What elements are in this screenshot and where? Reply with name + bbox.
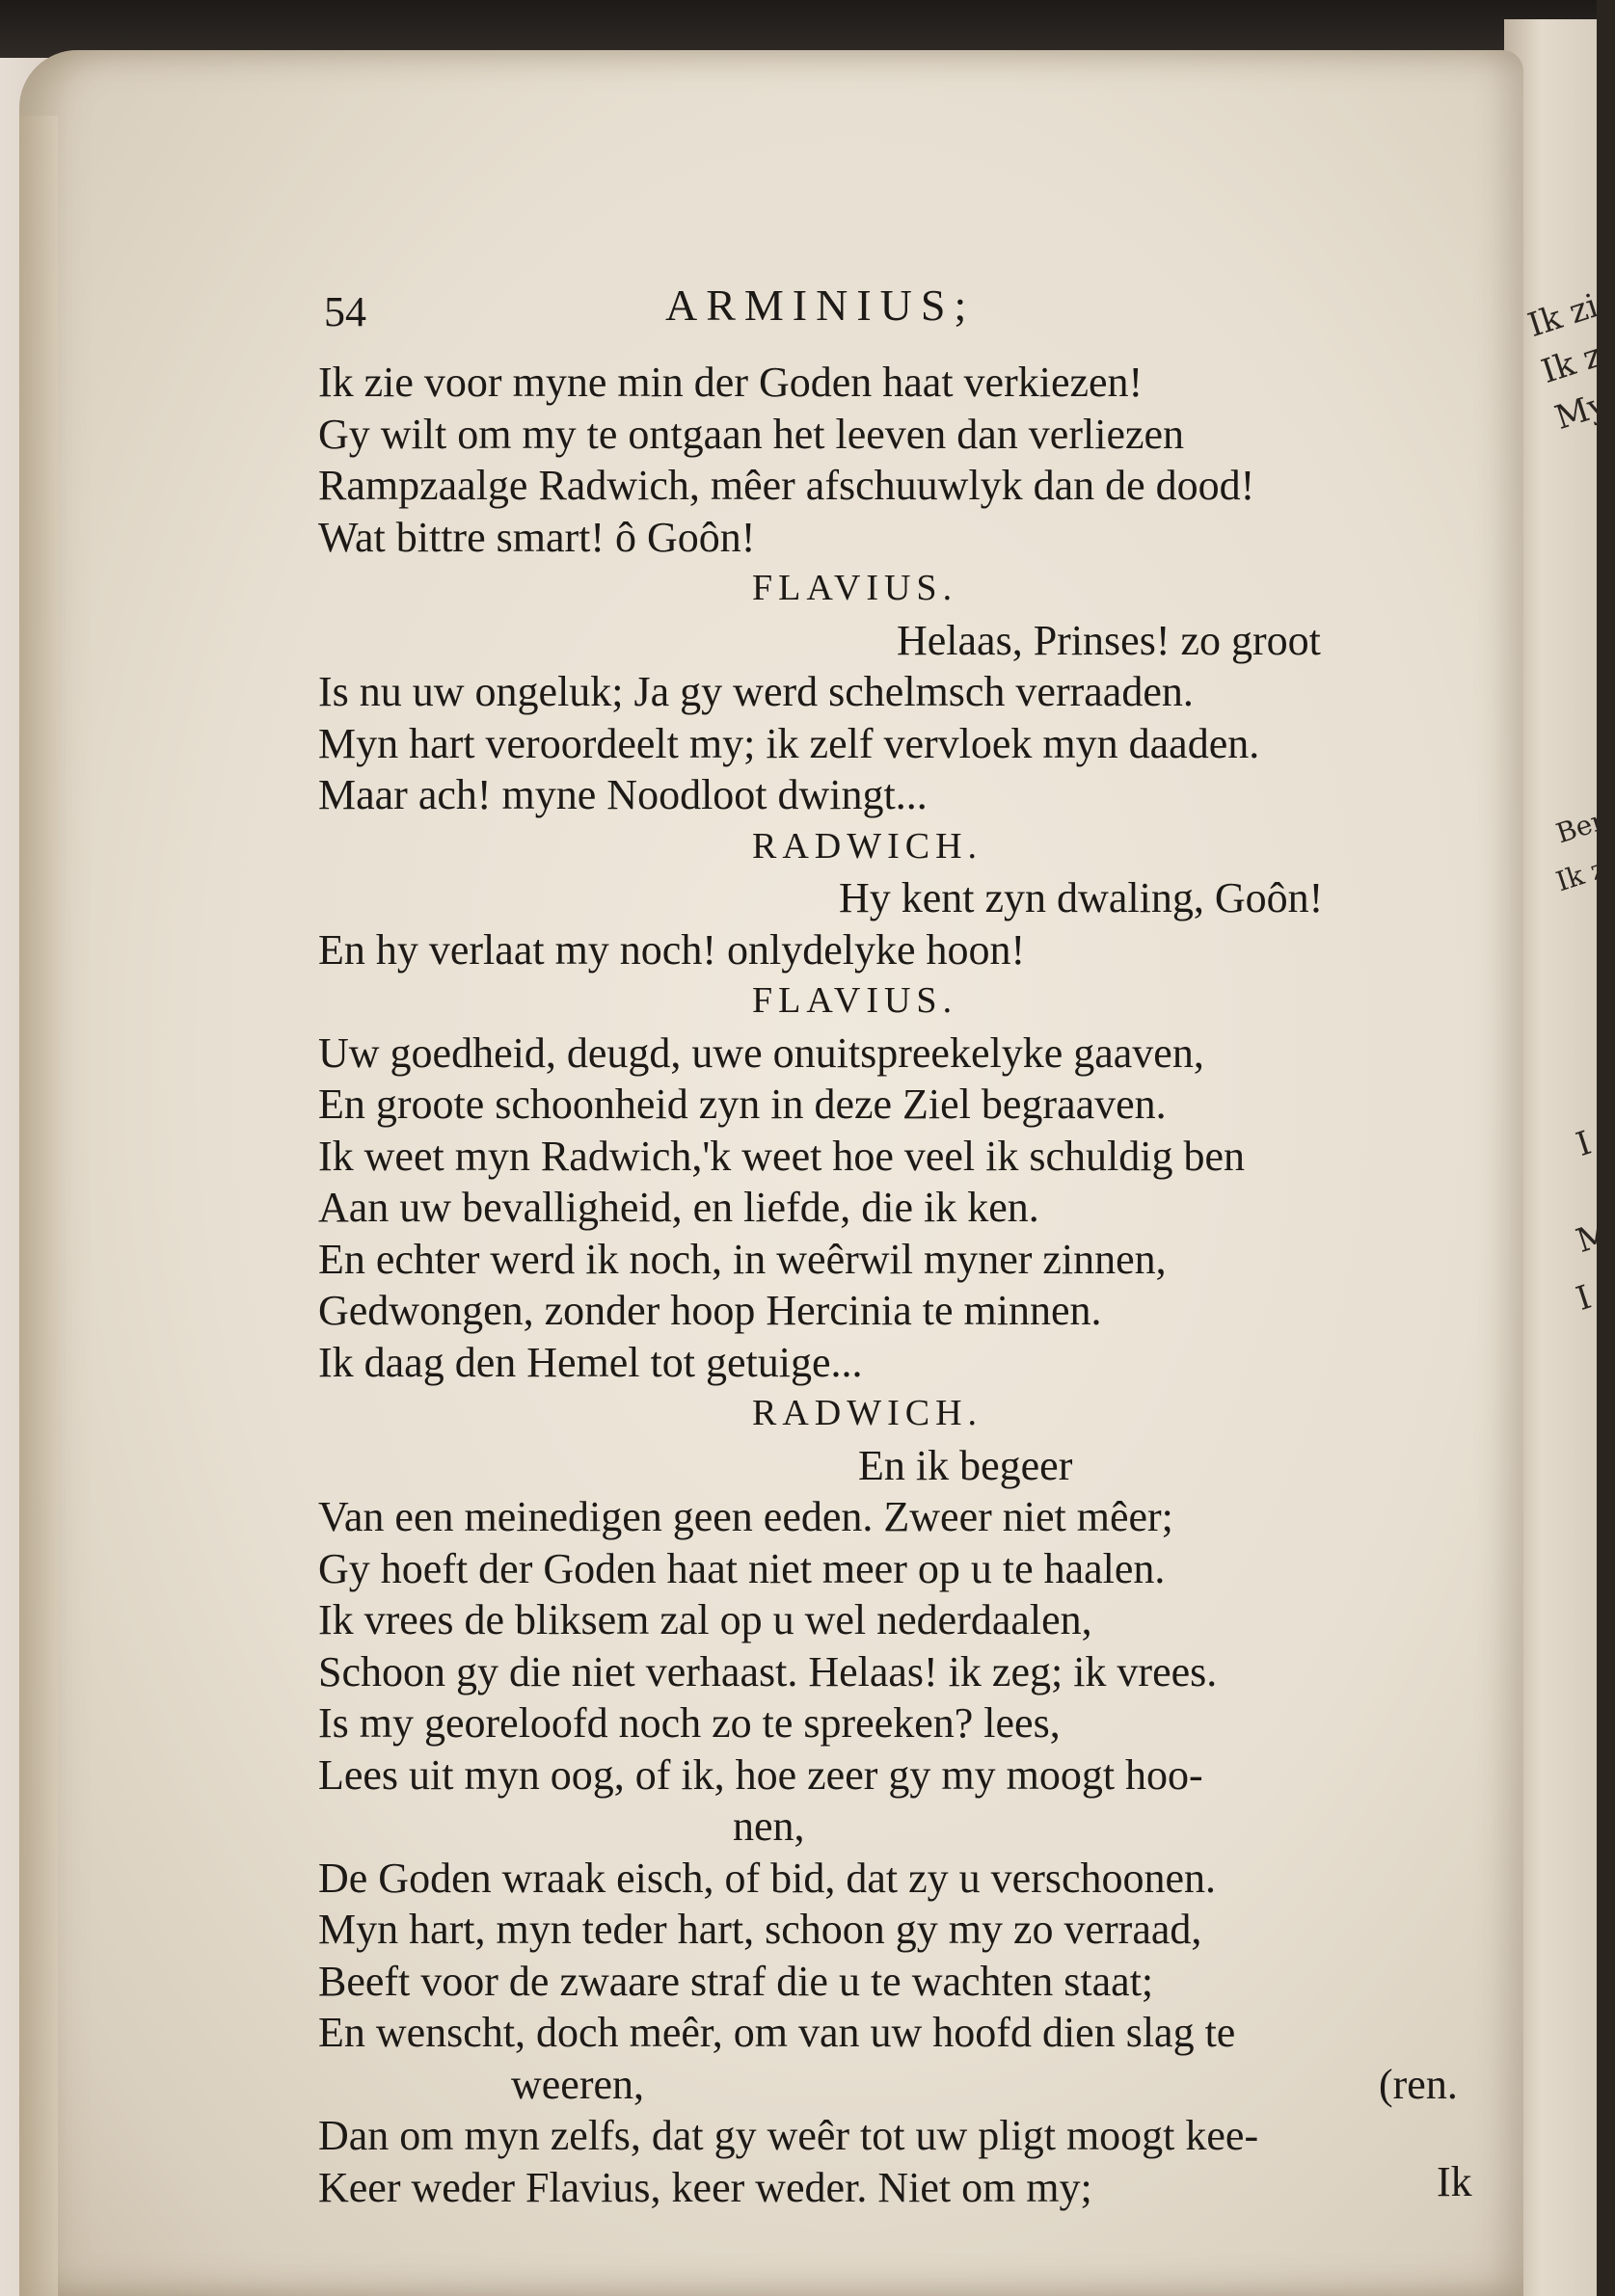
page-header (318, 270, 1475, 357)
verse-line: Gedwongen, zonder hoop Hercinia te minnen. (318, 1287, 1102, 1334)
verse-line: Gy wilt om my te ontgaan het leeven dan verliezen (318, 410, 1185, 458)
verse-line: Wat bittre smart! ô Goôn! (318, 513, 756, 561)
speaker-name: FLAVIUS. (752, 980, 958, 1021)
speaker-name: RADWICH. (752, 1393, 983, 1433)
page-text (318, 270, 1475, 2213)
verse-line: En echter werd ik noch, in weêrwil myner zinnen, (318, 1235, 1167, 1283)
page-edge (19, 116, 58, 2296)
verse-line: Ik zie voor myne min der Goden haat verkiezen! (318, 359, 1144, 406)
verse-line: Helaas, Prinses! zo groot (897, 616, 1321, 664)
verse-line: En hy verlaat my noch! onlydelyke hoon! (318, 925, 1026, 974)
verse-line: Beeft voor de zwaare straf die u te wachten staat; (318, 1957, 1154, 2005)
verse-line: Myn hart veroordeelt my; ik zelf vervloek myn daaden. (318, 719, 1260, 767)
verse-line: Van een meinedigen geen eeden. Zweer niet mêer; (318, 1493, 1173, 1540)
page-number: 54 (324, 288, 366, 335)
adjacent-page-fragment: Ik zi (1523, 286, 1603, 346)
catchword: Ik (1437, 2158, 1472, 2205)
verse-line: De Goden wraak eisch, of bid, dat zy u verschoonen. (318, 1854, 1217, 1902)
verse-line-turnover: (ren. (1379, 2060, 1458, 2108)
verse-line: Maar ach! myne Noodloot dwingt... (318, 771, 928, 818)
verse-line: nen, (733, 1802, 805, 1850)
adjacent-page-fragment: I (1572, 1123, 1597, 1165)
verse-line: Dan om myn zelfs, dat gy weêr tot uw pligt moogt kee- (318, 2112, 1259, 2159)
verse-line: Rampzaalge Radwich, mêer afschuuwlyk dan de dood! (318, 462, 1255, 509)
verse-line: Is my georeloofd noch zo te spreeken? lees, (318, 1699, 1061, 1747)
adjacent-page-fragment: Ik z (1552, 852, 1610, 898)
verse-line: Lees uit myn oog, of ik, hoe zeer gy my moogt hoo- (318, 1750, 1203, 1799)
verse-line: Ik daag den Hemel tot getuige... (318, 1338, 863, 1386)
verse-line: Ik vrees de bliksem zal op u wel nederdaalen, (318, 1596, 1092, 1643)
verse-line: En wenscht, doch meêr, om van uw hoofd dien slag te (318, 2009, 1236, 2056)
verse-line: Myn hart, myn teder hart, schoon gy my zo verraad, (318, 1906, 1202, 1953)
adjacent-page-fragment: Ik z (1537, 335, 1607, 392)
verse-line: Hy kent zyn dwaling, Goôn! (839, 874, 1324, 921)
adjacent-page-fragment: Ber (1552, 804, 1609, 850)
verse-line: En ik begeer (858, 1441, 1073, 1489)
running-title: ARMINIUS; (665, 280, 976, 330)
speaker-name: RADWICH. (752, 825, 983, 867)
verse-line: Uw goedheid, deugd, uwe onuitspreekelyke gaaven, (318, 1028, 1204, 1077)
verse-line: Gy hoeft der Goden haat niet meer op u te haalen. (318, 1544, 1166, 1592)
verse-line: Keer weder Flavius, keer weder. Niet om my; (318, 2163, 1092, 2211)
adjacent-page-fragment: My (1550, 385, 1612, 439)
verse-line-continuation: weeren, (511, 2060, 645, 2108)
verse-line: Aan uw bevalligheid, en liefde, die ik ken. (318, 1184, 1039, 1231)
verse-line: En groote schoonheid zyn in deze Ziel begraaven. (318, 1081, 1167, 1128)
verse-line: Ik weet myn Radwich,'k weet hoe veel ik schuldig ben (318, 1132, 1245, 1180)
speaker-name: FLAVIUS. (752, 568, 958, 608)
verse-line: Is nu uw ongeluk; Ja gy werd schelmsch verraaden. (318, 668, 1194, 715)
verse-line: Schoon gy die niet verhaast. Helaas! ik zeg; ik vrees. (318, 1647, 1218, 1695)
adjacent-page-fragment: M (1572, 1214, 1615, 1262)
verse-line (318, 2059, 1475, 2111)
adjacent-page-fragment: I (1572, 1277, 1597, 1320)
